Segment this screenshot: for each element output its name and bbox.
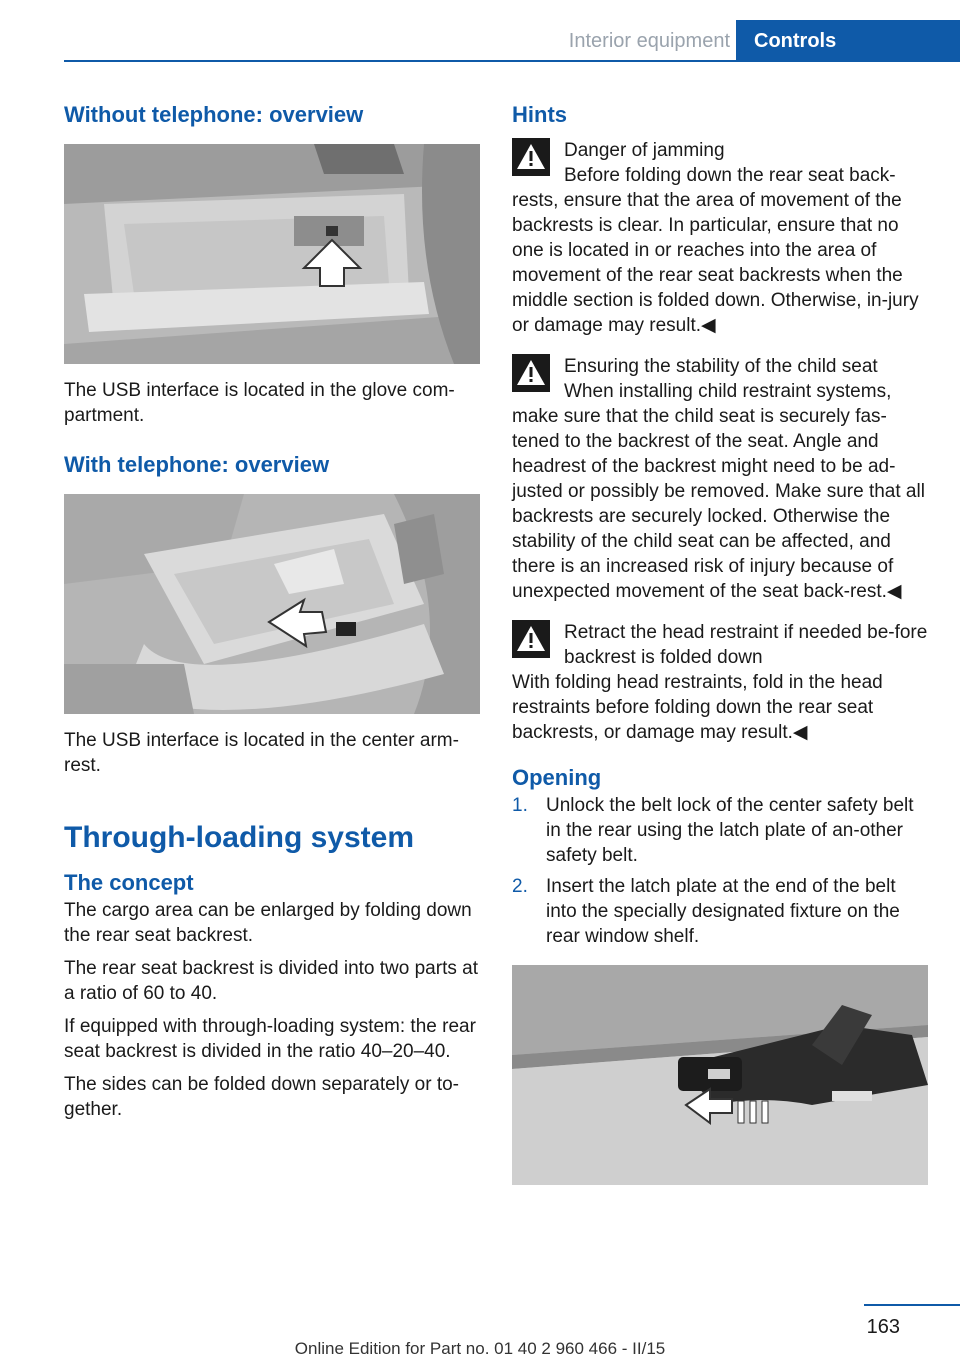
heading-without-telephone: Without telephone: overview [64,102,364,127]
text-concept-3: If equipped with through-loading system: the rear seat backrest is divided in the ratio 40–20–40. [64,1016,476,1062]
glove-compartment-image [64,144,480,364]
page-number: 163 [866,1316,900,1338]
warning-jamming [512,138,928,338]
warning-head-restraint [512,620,928,745]
warning-jamming-title: Danger of jamming [564,140,725,161]
warning-head-restraint-body: With folding head restraints, fold in the head restraints before folding down the rear seat backrests, or damage may result.◀ [512,672,883,743]
warning-child-seat-body-start: When installing child restraint systems, [564,381,892,402]
heading-opening: Opening [512,765,602,790]
text-center-armrest: The USB interface is located in the center arm-rest. [64,730,459,776]
heading-through-loading-system: Through-loading system [64,821,415,854]
heading-with-telephone: With telephone: overview [64,452,330,477]
text-concept-4: The sides can be folded down separately or to-gether. [64,1074,460,1120]
opening-steps [512,793,928,949]
warning-child-seat-title: Ensuring the stability of the child seat [564,356,878,377]
warning-child-seat [512,354,928,604]
warning-child-seat-body: make sure that the child seat is securely fas-tened to the backrest of the seat. Angle and headrest of the backrest might need to be ad-justed or possibly be removed. Make sure that all backrests are securely locked. Otherwise the stability of the child seat can be affected, and there is an increased risk of injury because of unexpected movement of the seat back-rest.◀ [512,406,925,602]
warning-triangle-icon [512,138,550,176]
text-concept-1: The cargo area can be enlarged by folding down the rear seat backrest. [64,900,472,946]
step-number: 2. [512,876,528,897]
left-column [64,100,480,1122]
warning-triangle-icon [512,354,550,392]
warning-jamming-body-start: Before folding down the rear seat back- [564,165,896,186]
step-text: Insert the latch plate at the end of the belt into the specially designated fixture on the rear window shelf. [546,876,900,947]
center-armrest-image [64,494,480,714]
step-number: 1. [512,795,528,816]
step-item [512,874,928,949]
step-text: Unlock the belt lock of the center safety belt in the rear using the latch plate of an-other safety belt. [546,795,914,866]
belt-latch-image [512,965,928,1185]
heading-hints: Hints [512,102,567,127]
page-header [0,0,960,64]
text-concept-2: The rear seat backrest is divided into two parts at a ratio of 60 to 40. [64,958,478,1004]
text-glove-compartment: The USB interface is located in the glove com-partment. [64,380,455,426]
step-item [512,793,928,868]
warning-head-restraint-title: Retract the head restraint if needed be-fore backrest is folded down [564,622,928,668]
chapter-tab: Controls [736,20,960,62]
footer-rule [864,1304,960,1306]
right-column [512,100,928,1185]
warning-jamming-body: rests, ensure that the area of movement of the backrests is clear. In particular, ensure that no one is located in or reaches into the area of movement of the rear seat backrests when the middle section is folded down. Otherwise, in-jury or damage may result.◀ [512,190,919,336]
section-title: Interior equipment [568,30,730,52]
footer-edition: Online Edition for Part no. 01 40 2 960 466 - II/15 [294,1339,666,1358]
warning-triangle-icon [512,620,550,658]
header-rule [64,60,736,62]
heading-the-concept: The concept [64,870,194,895]
